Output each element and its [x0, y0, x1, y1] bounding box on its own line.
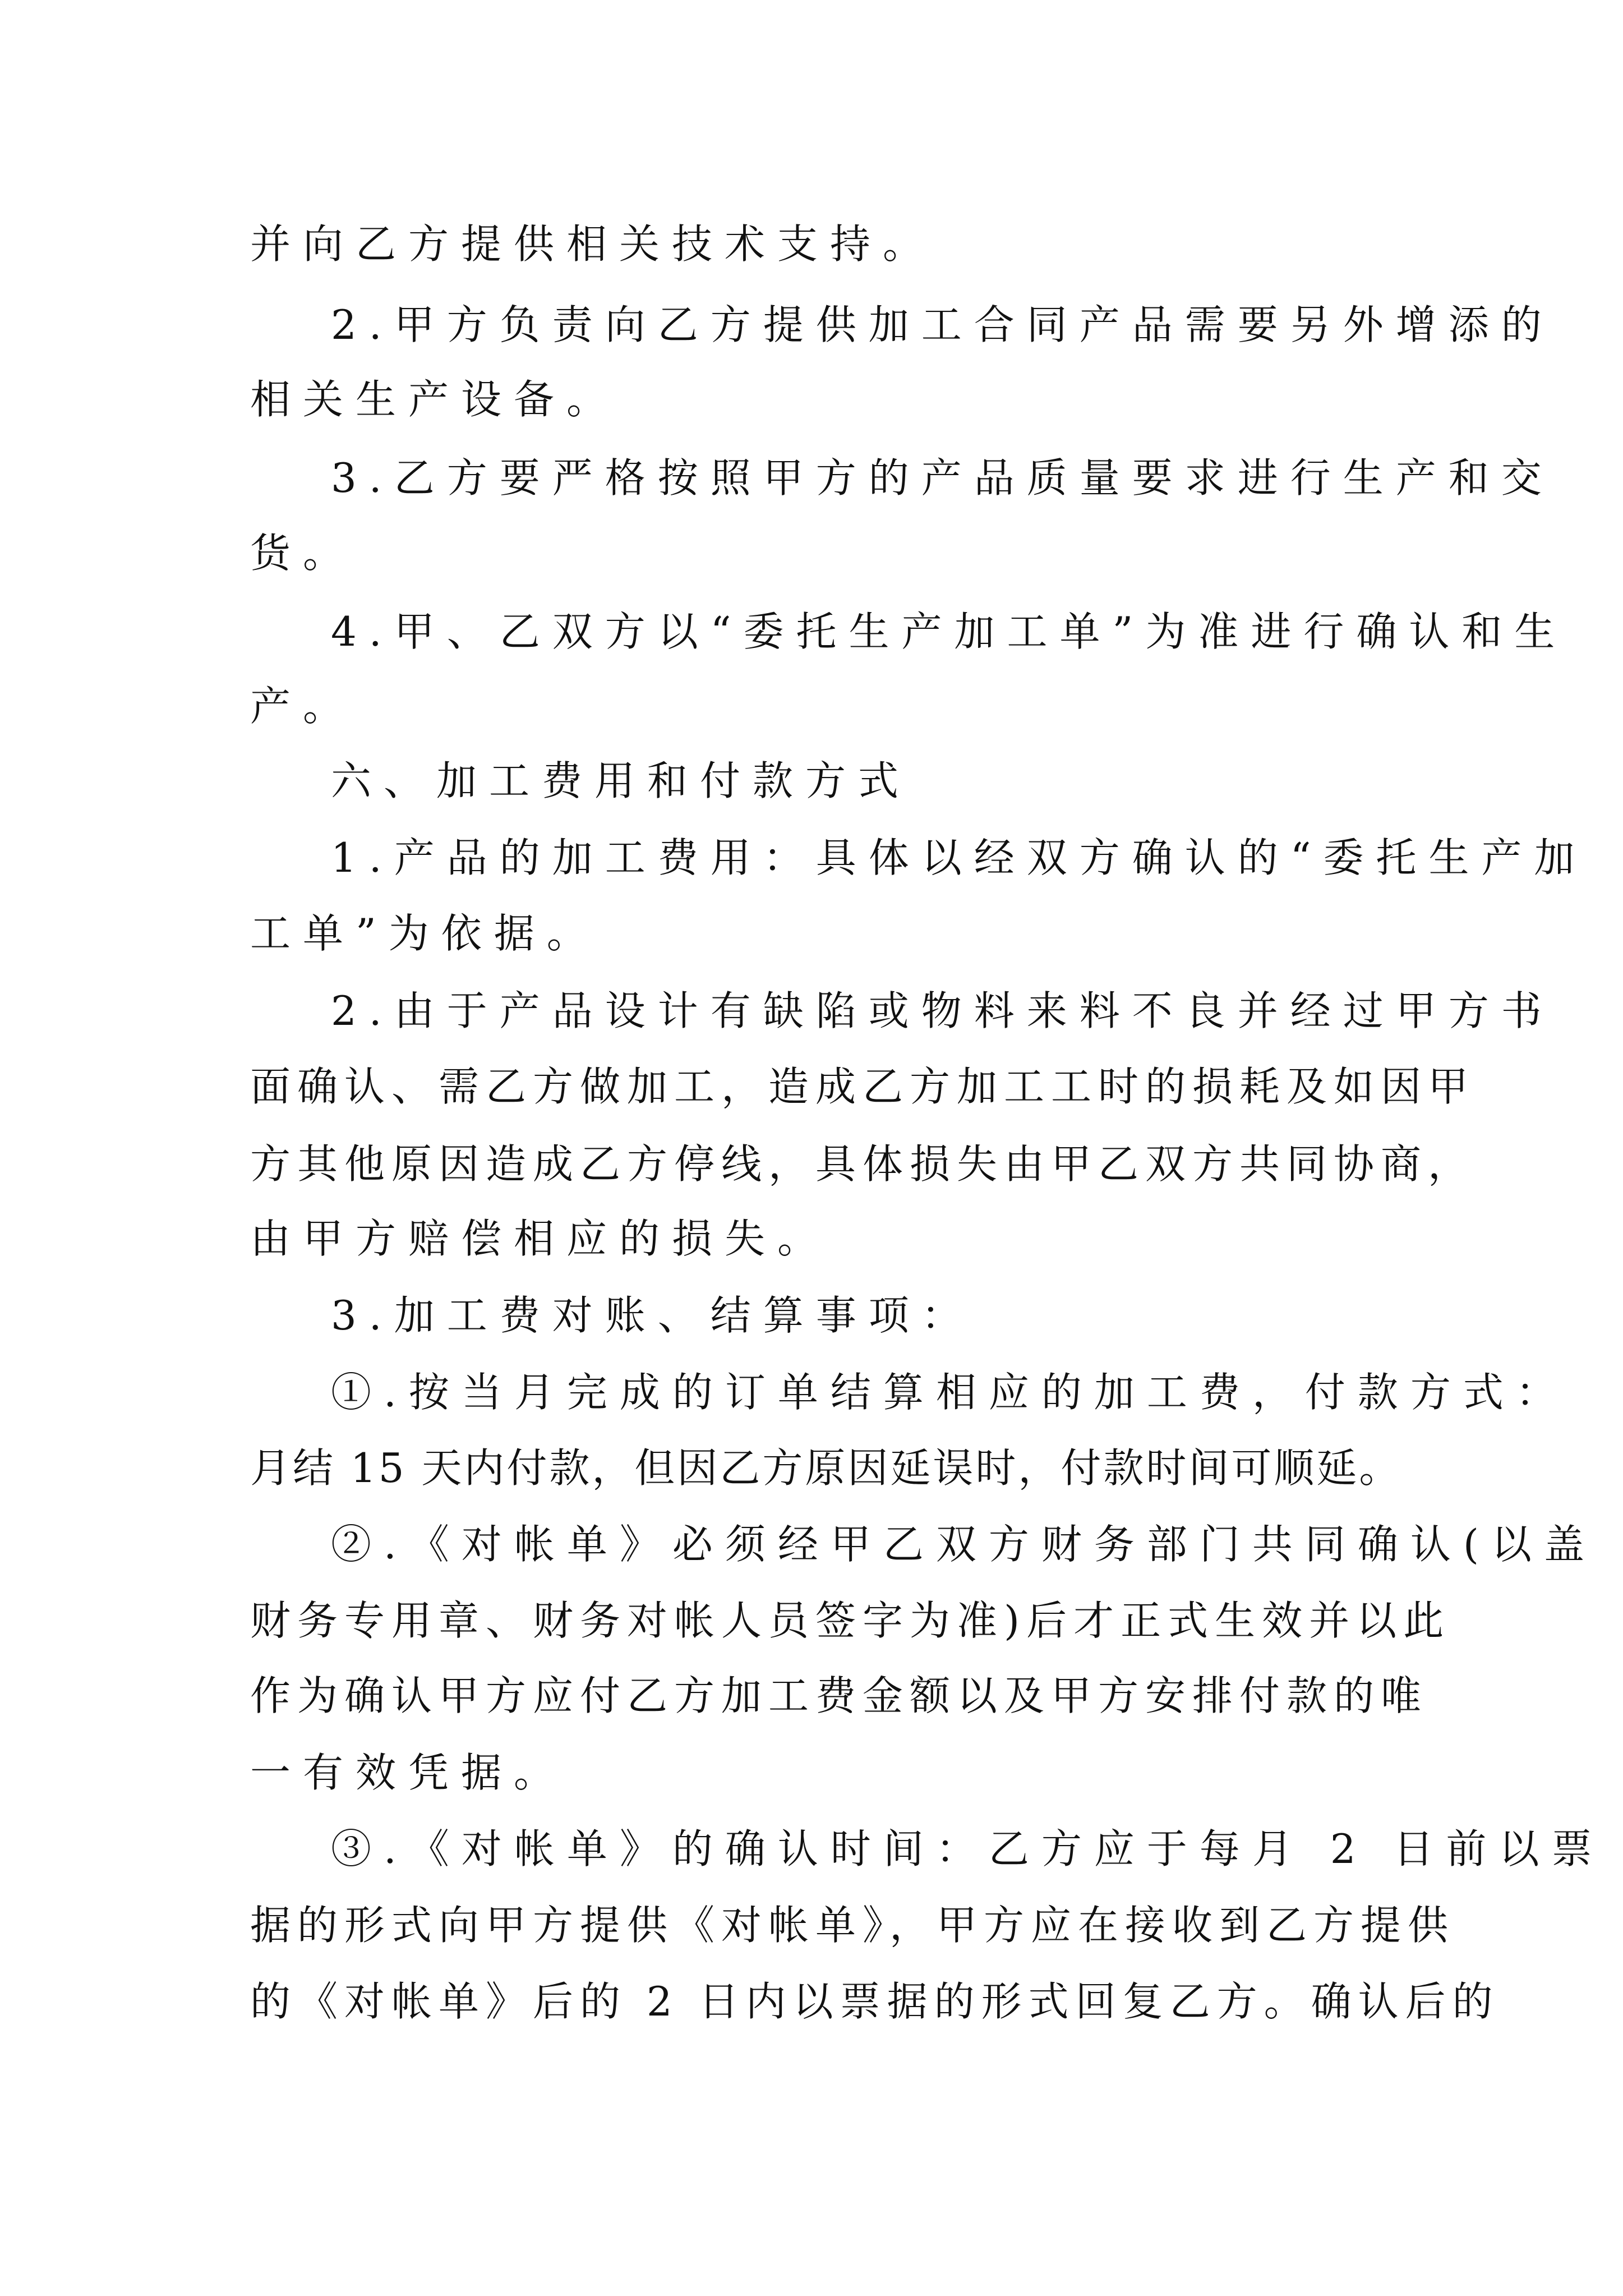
text-line: ③.《对帐单》的确认时间：乙方应于每月 2 日前以票: [331, 1825, 1604, 1872]
text-line: 3.加工费对账、结算事项：: [331, 1292, 974, 1339]
text-line: 面确认、需乙方做加工，造成乙方加工工时的损耗及如因甲: [250, 1063, 1476, 1110]
text-line: 作为确认甲方应付乙方加工费金额以及甲方安排付款的唯: [250, 1672, 1428, 1719]
text-line: 并向乙方提供相关技术支持。: [250, 220, 936, 268]
text-line: 相关生产设备。: [250, 376, 620, 423]
text-line: 的《对帐单》后的 2 日内以票据的形式回复乙方。确认后的: [250, 1978, 1500, 2025]
text-line: 产。: [250, 683, 356, 730]
text-line: 2.甲方负责向乙方提供加工合同产品需要另外增添的: [331, 301, 1554, 348]
text-line: 3.乙方要严格按照甲方的产品质量要求进行生产和交: [331, 454, 1554, 501]
section-heading: 六、加工费用和付款方式: [331, 757, 911, 804]
text-line: 2.由于产品设计有缺陷或物料来料不良并经过甲方书: [331, 987, 1554, 1034]
text-line: 货。: [250, 530, 356, 577]
text-line: ①.按当月完成的订单结算相应的加工费，付款方式：: [331, 1369, 1569, 1416]
text-line: ②.《对帐单》必须经甲乙双方财务部门共同确认(以盖: [331, 1521, 1597, 1568]
text-line: 1.产品的加工费用：具体以经双方确认的“委托生产加: [331, 834, 1587, 881]
text-line: 月结 15 天内付款，但因乙方原因延误时，付款时间可顺延。: [250, 1444, 1402, 1492]
text-line: 据的形式向甲方提供《对帐单》，甲方应在接收到乙方提供: [250, 1902, 1455, 1949]
text-line: 财务专用章、财务对帐人员签字为准)后才正式生效并以此: [250, 1597, 1451, 1644]
text-line: 4.甲、乙双方以“委托生产加工单”为准进行确认和生: [331, 608, 1567, 655]
text-line: 方其他原因造成乙方停线，具体损失由甲乙双方共同协商，: [250, 1140, 1476, 1188]
text-line: 工单”为依据。: [250, 910, 600, 957]
text-line: 由甲方赔偿相应的损失。: [250, 1215, 831, 1262]
text-line: 一有效凭据。: [250, 1749, 567, 1796]
